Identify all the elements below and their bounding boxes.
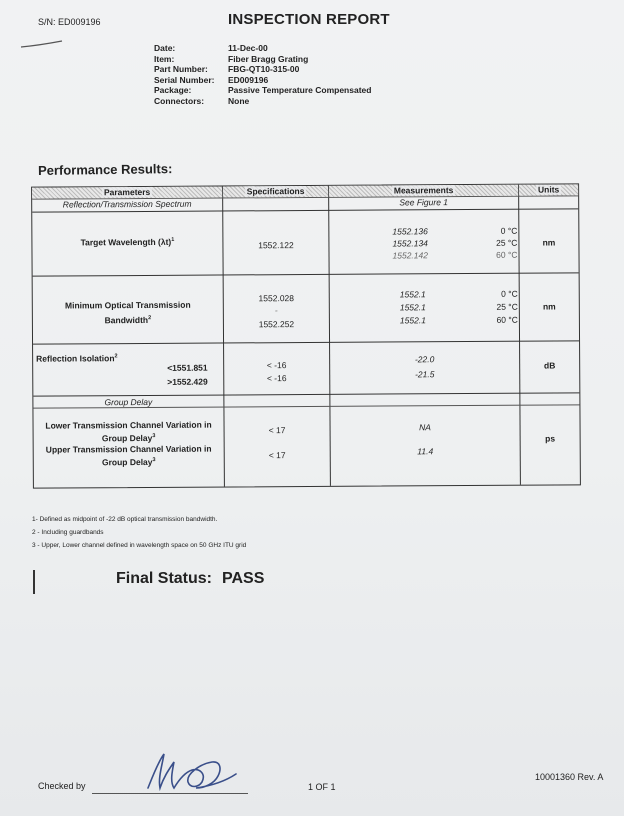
- meta-value: FBG-QT10-315-00: [228, 64, 300, 74]
- isolation-spec: < -16: [266, 360, 287, 371]
- measurement-temp: 0 °C: [501, 288, 518, 299]
- measurement-value: 1552.134: [392, 238, 428, 249]
- unit-ps: ps: [545, 433, 556, 444]
- param-text: Reflection Isolation: [36, 353, 115, 364]
- meta-label: Item:: [154, 53, 175, 64]
- checked-by-label: Checked by: [38, 781, 86, 791]
- meta-value: ED009196: [228, 74, 269, 85]
- document-revision: 10001360 Rev. A: [535, 772, 604, 782]
- pen-mark-icon: [20, 38, 64, 50]
- meta-part-row: [154, 64, 371, 75]
- header-specifications: [223, 186, 328, 198]
- lower-variation-measurement: NA: [419, 422, 431, 433]
- isolation-range: <1551.851: [167, 362, 208, 373]
- bandwidth-spec-low: 1552.028: [258, 293, 295, 304]
- header-label: Specifications: [246, 186, 305, 197]
- report-meta: [154, 43, 371, 106]
- meta-item-row: [154, 54, 371, 65]
- section-group-delay: Group Delay: [104, 396, 153, 408]
- section-reflection-spectrum: Reflection/Transmission Spectrum: [62, 198, 192, 210]
- target-wavelength-label: [32, 237, 222, 248]
- measurement-temp: 25 °C: [496, 237, 518, 248]
- performance-table: [31, 183, 581, 488]
- isolation-spec: < -16: [266, 373, 287, 384]
- lower-variation-line1: Lower Transmission Channel Variation in: [45, 419, 212, 431]
- lower-variation-spec: < 17: [268, 425, 286, 436]
- row-divider: [33, 340, 579, 344]
- upper-variation-line2: [34, 457, 224, 468]
- footnotes: [32, 513, 246, 552]
- meta-package-row: [154, 85, 371, 96]
- footnote-ref: 1: [171, 236, 175, 243]
- column-divider: [328, 186, 331, 486]
- upper-variation-measurement: 11.4: [417, 446, 434, 457]
- footnote-ref: 3: [152, 433, 156, 440]
- performance-title: Performance Results:: [37, 161, 173, 178]
- unit-nm: nm: [542, 237, 556, 248]
- bandwidth-label-line2: [33, 315, 223, 326]
- measurement-value: 1552.1: [399, 302, 426, 313]
- measurement-value: 1552.136: [392, 226, 428, 237]
- meta-label: Part Number:: [154, 64, 208, 74]
- header-label: Measurements: [393, 185, 454, 196]
- meta-value: Passive Temperature Compensated: [228, 85, 372, 95]
- serial-header: S/N: ED009196: [38, 17, 101, 27]
- footnote-ref: 3: [152, 457, 156, 464]
- measurement-temp: 60 °C: [496, 249, 518, 260]
- unit-nm: nm: [542, 301, 556, 312]
- unit-db: dB: [543, 360, 556, 371]
- meta-label: Date:: [154, 43, 176, 53]
- meta-value: Fiber Bragg Grating: [228, 53, 309, 64]
- row-divider: [33, 272, 579, 276]
- header-units: [519, 184, 578, 195]
- bandwidth-spec-high: 1552.252: [258, 319, 295, 330]
- header-label: Parameters: [103, 186, 151, 198]
- bandwidth-spec-dash: -: [274, 305, 278, 316]
- meta-label: Connectors:: [154, 95, 205, 106]
- meta-connectors-row: [154, 96, 371, 107]
- upper-variation-spec: < 17: [268, 450, 286, 461]
- page-number: 1 OF 1: [308, 782, 336, 792]
- see-figure-label: See Figure 1: [399, 197, 449, 208]
- footnote: 2 - Including guardbands: [32, 529, 104, 536]
- isolation-range: >1552.429: [167, 376, 208, 387]
- footnote: 3 - Upper, Lower channel defined in wavelength space on 50 GHz ITU grid: [32, 542, 247, 549]
- measurement-temp: 0 °C: [500, 225, 518, 236]
- measurement-value: 1552.142: [392, 250, 428, 261]
- isolation-measurement: -22.0: [414, 354, 435, 365]
- param-text: Group Delay: [101, 432, 153, 444]
- upper-variation-line1: Upper Transmission Channel Variation in: [45, 443, 212, 455]
- footnote: 1- Defined as midpoint of -22 dB optical transmission bandwidth.: [32, 516, 218, 523]
- report-title: INSPECTION REPORT: [228, 11, 390, 28]
- meta-value: None: [228, 95, 250, 106]
- bandwidth-label-line1: Minimum Optical Transmission: [64, 299, 191, 311]
- param-text: Bandwidth: [104, 314, 149, 326]
- signature-icon: [140, 748, 240, 794]
- footnote-ref: 2: [114, 353, 118, 360]
- isolation-label: [36, 353, 118, 363]
- target-wavelength-spec: 1552.122: [258, 240, 294, 251]
- measurement-value: 1552.1: [399, 289, 426, 300]
- param-text: Group Delay: [101, 456, 153, 468]
- measurement-temp: 60 °C: [496, 314, 518, 325]
- header-parameters: [32, 187, 222, 199]
- final-status-value: PASS: [222, 570, 265, 587]
- meta-label: Serial Number:: [154, 74, 215, 85]
- meta-label: Package:: [154, 85, 192, 95]
- measurement-temp: 25 °C: [496, 301, 518, 312]
- lower-variation-line2: [34, 433, 224, 444]
- meta-value: 11-Dec-00: [228, 43, 268, 53]
- isolation-measurement: -21.5: [415, 369, 435, 380]
- header-measurements: [329, 185, 518, 197]
- footnote-ref: 2: [148, 315, 152, 322]
- margin-mark: [33, 570, 35, 594]
- row-divider: [33, 392, 579, 396]
- param-text: Target Wavelength (λt): [80, 236, 172, 248]
- final-status: [116, 570, 264, 588]
- header-label: Units: [537, 184, 560, 195]
- measurement-value: 1552.1: [399, 315, 426, 326]
- meta-serial-row: [154, 75, 371, 86]
- meta-date-row: [154, 43, 371, 54]
- final-status-label: Final Status:: [116, 570, 213, 587]
